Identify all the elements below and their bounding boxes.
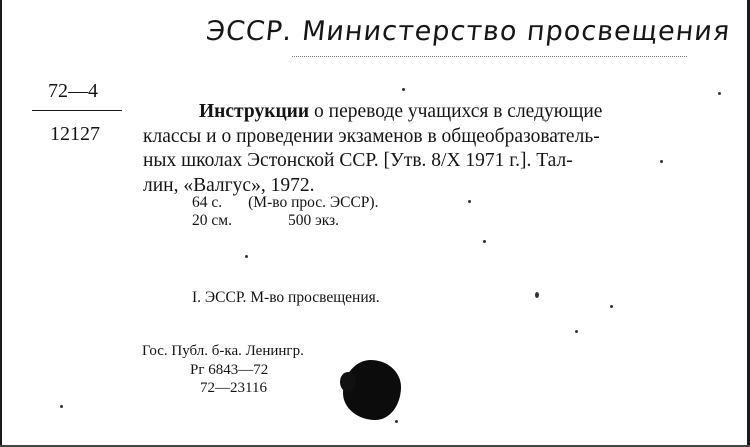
ink-speck bbox=[395, 420, 398, 423]
heading-underline bbox=[292, 56, 687, 57]
ink-speck bbox=[610, 305, 613, 308]
ink-speck bbox=[575, 330, 578, 333]
ink-speck bbox=[718, 92, 721, 95]
ink-speck bbox=[535, 292, 539, 298]
shelf-mark: 72—4 bbox=[48, 80, 98, 102]
subject-heading: I. ЭССР. М-во просвещения. bbox=[192, 289, 380, 306]
library-stamp: Гос. Публ. б-ка. Ленингр. bbox=[142, 343, 304, 359]
copies: 500 экз. bbox=[287, 212, 340, 229]
description-line-1 bbox=[143, 100, 729, 125]
size: 20 см. bbox=[192, 212, 232, 229]
card-number: 12127 bbox=[50, 123, 100, 145]
shelf-divider bbox=[32, 110, 122, 111]
ink-speck bbox=[402, 88, 405, 91]
ink-speck bbox=[468, 200, 471, 203]
ink-speck bbox=[245, 255, 248, 258]
handwritten-heading: ЭССР. Министерство просвещения bbox=[204, 16, 732, 47]
registration-number: 72—23116 bbox=[200, 380, 267, 396]
physical-description-row-1 bbox=[192, 194, 378, 212]
series-statement: (М-во прос. ЭССР). bbox=[248, 194, 379, 211]
description-text-1: о переводе учащихся в следующие bbox=[314, 101, 603, 122]
description-line-4: лин, «Валгус», 1972. bbox=[143, 174, 315, 196]
ink-speck bbox=[660, 160, 663, 163]
title-bold: Инструкции bbox=[199, 101, 310, 122]
order-code: Рг 6843—72 bbox=[190, 362, 269, 378]
description-line-2: классы и о проведении экзаменов в общеобразователь- bbox=[143, 125, 600, 147]
ink-speck bbox=[60, 405, 63, 408]
description-line-3: ных школах Эстонской ССР. [Утв. 8/X 1971 г.]. Тал- bbox=[143, 150, 573, 171]
card-left-edge bbox=[0, 0, 2, 447]
ink-blot-edge bbox=[340, 372, 356, 392]
physical-description-row-2 bbox=[192, 212, 339, 230]
pages: 64 с. bbox=[192, 194, 223, 211]
bibliographic-description bbox=[143, 100, 729, 198]
ink-speck bbox=[483, 240, 486, 243]
